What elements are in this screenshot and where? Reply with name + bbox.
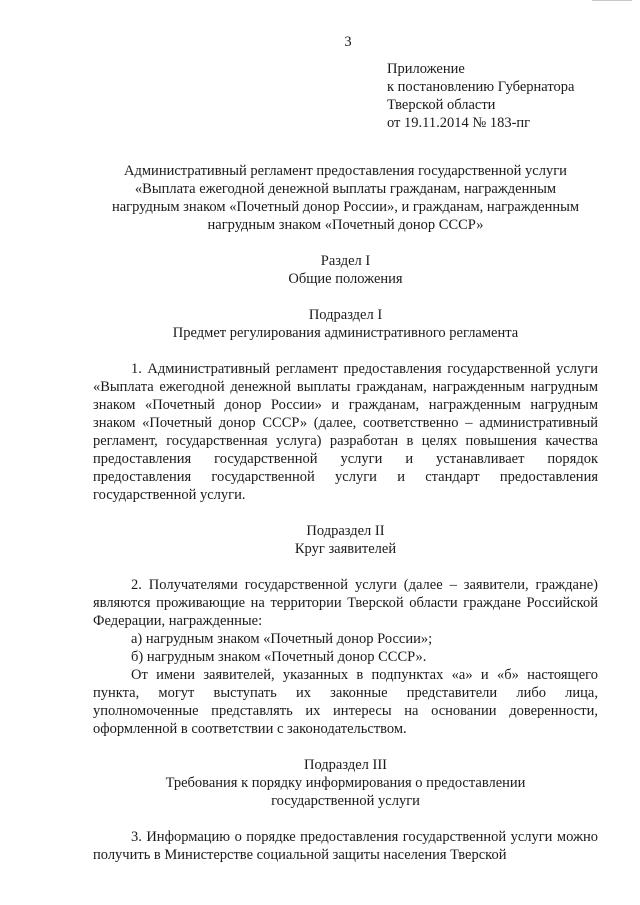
list-item: а) нагрудным знаком «Почетный донор России»; [131,631,433,647]
section-heading [93,252,598,288]
section-name: Общие положения [288,271,403,287]
subsection-label: Подраздел III [304,757,387,773]
paragraph: 1. Административный регламент предоставления государственной услуги «Выплата ежегодной денежной выплаты гражданам, награжденным нагрудным знаком «Почетный донор России» и гражданам, награжденным нагрудным знаком «Почетный донор СССР» (далее, соответственно – административный регламент, государственная услуга) разработан в целях повышения качества предоставления государственной услуги и устанавливает порядок предоставления государственной услуги и стандарт предоставления государственной услуги. [93,361,598,503]
document-body [93,162,598,864]
title-line: Административный регламент предоставления государственной услуги [124,163,567,179]
title-line: нагрудным знаком «Почетный донор СССР» [207,217,484,233]
subsection-heading [93,756,598,810]
appendix-line: к постановлению Губернатора [387,79,575,95]
section-label: Раздел I [320,253,371,269]
paragraph: 2. Получателями государственной услуги (далее – заявители, граждане) являются проживающие на территории Тверской области граждане Российской Федерации, награжденные: [93,577,598,629]
appendix-line: Приложение [387,61,465,77]
subsection-label: Подраздел I [308,307,383,323]
subsection-heading [93,522,598,558]
appendix-date: от 19.11.2014 № 183-пг [387,115,531,131]
subsection-name: Круг заявителей [294,541,397,557]
title-line: «Выплата ежегодной денежной выплаты гражданам, награжденным [134,181,557,197]
document-title [93,162,598,234]
corner-mark [592,0,632,3]
subsection-label: Подраздел II [306,523,385,539]
appendix-block [387,60,574,132]
appendix-line: Тверской области [387,97,496,113]
page-number: 3 [344,34,352,50]
subsection-name: Требования к порядку информирования о предоставлении [165,775,526,791]
paragraph: От имени заявителей, указанных в подпунктах «а» и «б» настоящего пункта, могут выступать их законные представители либо лица, уполномоченные представлять их интересы на основании доверенности, оформленной в соответствии с законодательством. [93,667,598,737]
subsection-name: Предмет регулирования административного регламента [172,325,519,341]
list-item: б) нагрудным знаком «Почетный донор СССР». [131,649,427,665]
subsection-heading [93,306,598,342]
title-line: нагрудным знаком «Почетный донор России», и гражданам, награжденным [111,199,580,215]
subsection-name: государственной услуги [271,793,420,809]
paragraph: 3. Информацию о порядке предоставления государственной услуги можно получить в Министерстве социальной защиты населения Тверской [93,829,598,863]
